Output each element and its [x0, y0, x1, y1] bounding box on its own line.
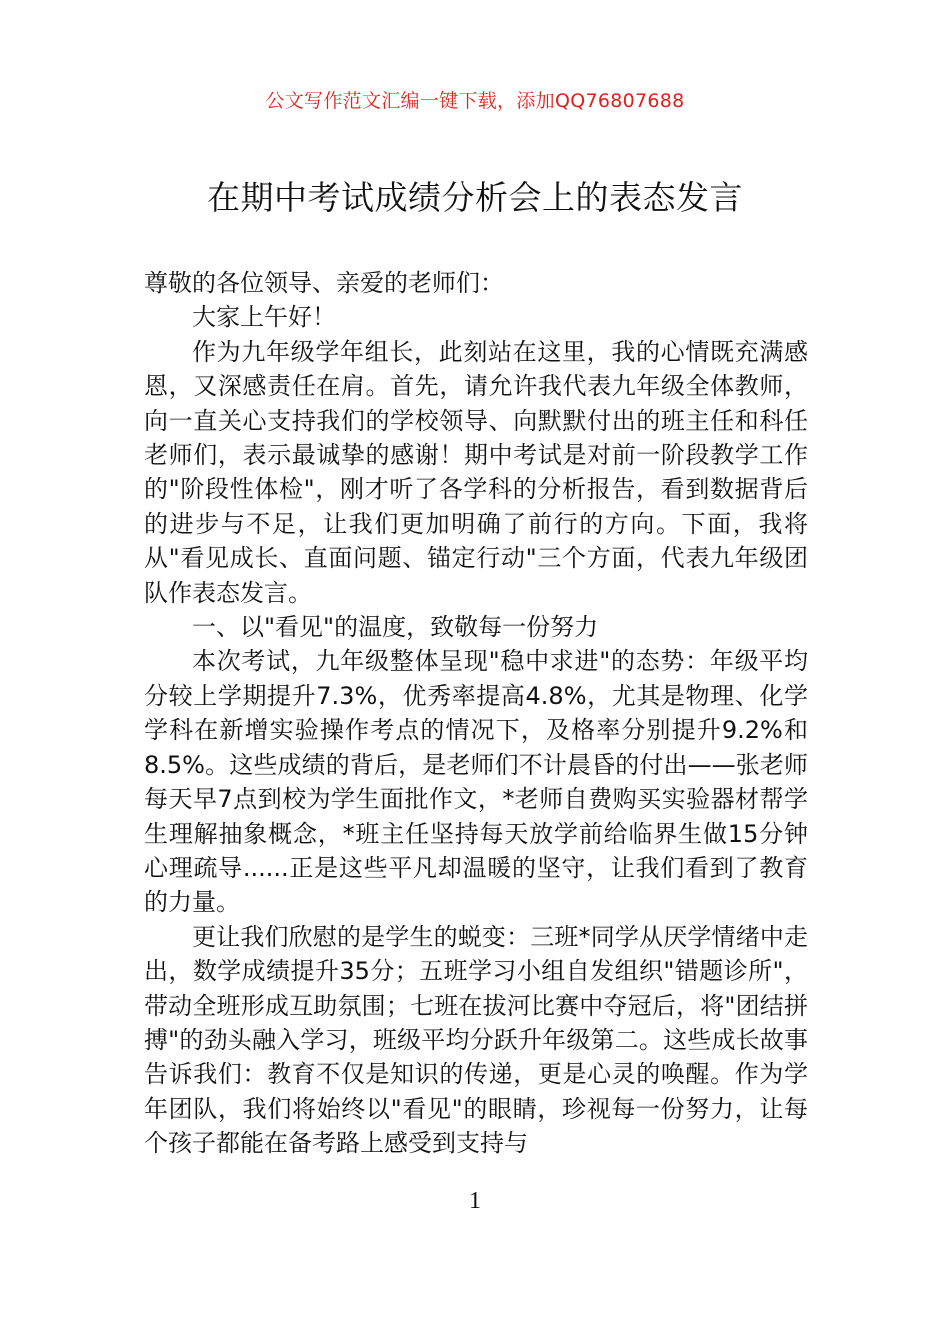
students-paragraph: 更让我们欣慰的是学生的蜕变：三班*同学从厌学情绪中走出，数学成绩提升35分；五班学习小组自发组织"错题诊所"，带动全班形成互助氛围；七班在拔河比赛中夺冠后，将"团结拼搏"的劲头融入学习，班级平均分跃升年级第二。这些成长故事告诉我们：教育不仅是知识的传递，更是心灵的唤醒。作为学年团队，我们将始终以"看见"的眼睛，珍视每一份努力，让每个孩子都能在备考路上感受到支持与: [144, 922, 808, 1158]
greeting-paragraph: 大家上午好！: [192, 303, 336, 332]
salutation: 尊敬的各位领导、亲爱的老师们：: [144, 269, 504, 297]
watermark-text: 公文写作范文汇编一键下载，添加QQ76807688: [265, 90, 685, 112]
document-body: [144, 266, 808, 1161]
intro-paragraph: 作为九年级学年组长，此刻站在这里，我的心情既充满感恩，又深感责任在肩。首先，请允许我代表九年级全体教师，向一直关心支持我们的学校领导、向默默付出的班主任和科任老师们，表示最诚挚的感谢！期中考试是对前一阶段教学工作的"阶段性体检"，刚才听了各学科的分析报告，看到数据背后的进步与不足，让我们更加明确了前行的方向。下面，我将从"看见成长、直面问题、锚定行动"三个方面，代表九年级团队作表态发言。: [144, 337, 808, 607]
document-title: 在期中考试成绩分析会上的表态发言: [207, 178, 743, 217]
section-heading: 一、以"看见"的温度，致敬每一份努力: [192, 613, 599, 642]
results-paragraph: 本次考试，九年级整体呈现"稳中求进"的态势：年级平均分较上学期提升7.3%，优秀率提高4.8%，尤其是物理、化学学科在新增实验操作考点的情况下，及格率分别提升9.2%和8.5%。这些成绩的背后，是老师们不计晨昏的付出——张老师每天早7点到校为学生面批作文，*老师自费购买实验器材帮学生理解抽象概念，*班主任坚持每天放学前给临界生做15分钟心理疏导......正是这些平凡却温暖的坚守，让我们看到了教育的力量。: [144, 647, 808, 917]
page-number: 1: [469, 1188, 481, 1214]
